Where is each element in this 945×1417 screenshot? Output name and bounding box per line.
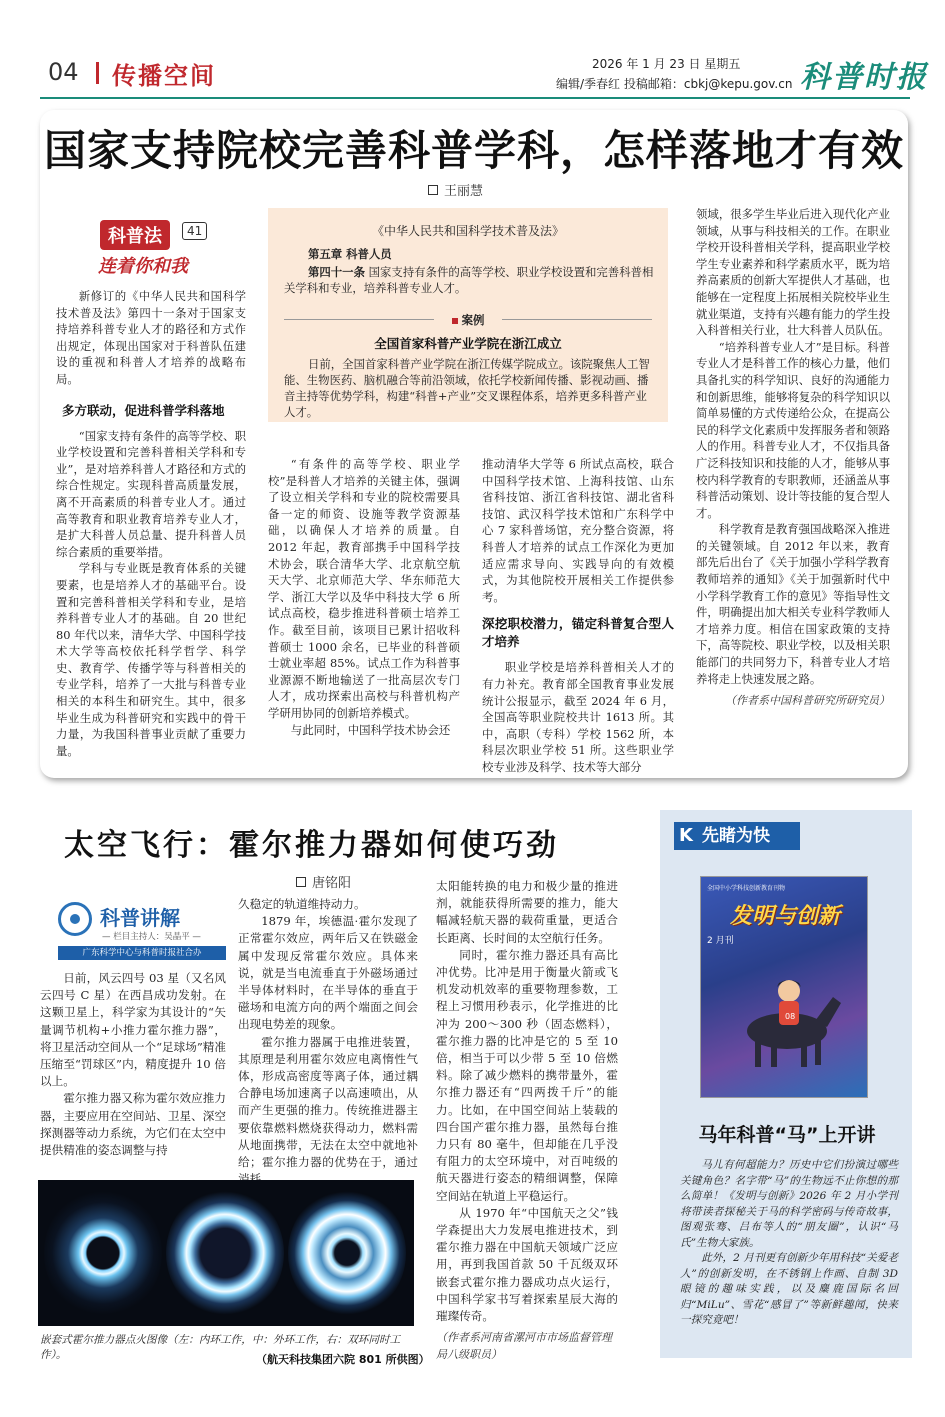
- subheading: 多方联动，促进科普学科落地: [62, 402, 225, 418]
- paragraph: 马儿有何超能力？历史中它们扮演过哪些关键角色？名字带“马”的生物远不止你想的那么简单！《发明与创新》2026 年 2 月小学刊将带读者探秘关于马的科学密码与传奇故事，图观张骞、吕布等人的“朋友圈”，认识“马氏”生物大家族。: [680, 1159, 898, 1249]
- badge-host: — 栏目主持人：吴晶平 —: [102, 932, 201, 942]
- paragraph: “国家支持有条件的高等学校、职业学校设置和完善科普相关学科和专业”，是对培养科普人才路径和方式的综合性规定。实现科普高质量发展，离不开高素质的科普专业人才。通过高等教育和职业教育培养专业人才，是扩大科普人员总量、提升科普人员综合素质的重要举措。: [56, 428, 246, 559]
- cover-issue: 2 月刊: [707, 936, 734, 946]
- sidebar-preview: [660, 810, 912, 1358]
- paragraph: 从 1970 年“中国航天之父”钱学森提出大力发展电推进技术，到霍尔推力器在中国航天领域广泛应用，再到我国首款 50 千瓦级双环嵌套式霍尔推力器成功点火运行，中国科学家书写着探索星辰大海的璀璨传奇。: [436, 1205, 618, 1324]
- cover-title: 发明与创新: [729, 904, 840, 929]
- paragraph: 新修订的《中华人民共和国科学技术普及法》第四十一条对于国家支持培养科普专业人才的路径和方式作出规定，体现出国家对于科普队伍建设的重视和科普人才培养的战略布局。: [56, 289, 246, 386]
- case-label-text: 案例: [461, 313, 485, 327]
- article2-column-2: [238, 896, 418, 1188]
- cover-tagline: 全国中小学科技创新教育刊物: [707, 885, 786, 892]
- author-note: （作者系中国科普研究所研究员）: [725, 694, 890, 708]
- newspaper-logo: 科普时报: [800, 60, 928, 95]
- paragraph: “有条件的高等学校、职业学校”是科普人才培养的关键主体，强调了设立相关学科和专业的院校需要具备一定的师资、设施等教学资源基础，以确保人才培养的质量。自 2012 年起，教育部携手中国科学技术协会，联合清华大学、北京航空航天大学、北京师范大学、华东师范大学、浙江大学以及华中科技大学 6 所试点高校，稳步推进科普硕士培养工作。截至目前，该项目已累计招收科普硕士 1000 余名，已毕业的科普硕士就业率超 85%。试点工作为科普事业源源不断地输送了一批高层次专门人才，成功探索出高校与科普机构产学研用协同的创新培养模式。: [268, 457, 460, 720]
- section-title: 传播空间: [112, 62, 216, 90]
- badge-top-text: 科普法: [100, 220, 170, 250]
- article1-column-1: [56, 288, 246, 759]
- magazine-cover: [700, 876, 868, 1098]
- badge-bottom-text: 连着你和我: [98, 256, 188, 277]
- paragraph: “培养科普专业人才”是目标。科普专业人才是科普工作的核心力量，他们具备扎实的科学知识、良好的沟通能力和创新思维，能够将复杂的科学知识以简单易懂的方式传递给公众，在提高公民的科学文化素质中发挥服务者和领路人的作用。科普专业人才，不仅指具备广泛科技知识和技能的人才，能够从事校内科学教育的专职教师，还涵盖从事科普活动策划、设计等技能的复合型人才。: [696, 339, 890, 520]
- hall-thruster-photo: [38, 1180, 414, 1326]
- case-title: 全国首家科普产业学院在浙江成立: [374, 336, 562, 351]
- case-text: 日前，全国首家科普产业学院在浙江传媒学院成立。该院聚焦人工智能、生物医药、脑机融合等前沿领域，依托学校新闻传播、影视动画、播音主持等优势学科，构建“科普+产业”交叉课程体系，培养更多科普产业人才。: [284, 357, 650, 419]
- sidebar-text: [680, 1158, 898, 1329]
- article1-author: 王丽慧: [444, 184, 484, 199]
- law-article-label: 第四十一条: [308, 265, 365, 279]
- article1-column-2: [268, 456, 460, 738]
- article1-column-4: [696, 206, 890, 710]
- byline-square-icon: [296, 877, 306, 887]
- header-rule: [40, 97, 910, 99]
- paragraph: 霍尔推力器属于电推进装置，其原理是利用霍尔效应电离惰性气体，形成高密度等离子体，通过耦合静电场加速离子以高速喷出，从而产生更强的推力。传统推进器主要依靠燃料燃烧获得动力，燃料需从地面携带，无法在太空中就地补给；霍尔推力器的优势在于，通过: [238, 1034, 418, 1170]
- column-badge-kepu-jiangjie: [58, 898, 226, 964]
- case-label: [268, 312, 668, 328]
- article1-column-3: [482, 456, 674, 776]
- badge-title: 科普讲解: [100, 906, 180, 930]
- law-article-text: 国家支持有条件的高等学校、职业学校设置和完善科普相关学科和专业，培养科普专业人才。: [284, 265, 654, 295]
- article2-title: 太空飞行：霍尔推力器如何使巧劲: [64, 828, 559, 863]
- header-divider: [96, 62, 99, 84]
- paragraph: 日前，风云四号 03 星（又名风云四号 C 星）在西昌成功发射。在这颗卫星上，科学家为其设计的“矢量调节机构+小推力霍尔推力器”，将卫星活动空间从一个“足球场”精准压缩至“罚球区”内，精度提升 10 倍以上。: [40, 971, 226, 1089]
- case-square-icon: [452, 318, 458, 324]
- sidebar-label-text: 先睹为快: [698, 822, 800, 850]
- page-number: 04: [48, 58, 79, 86]
- subheading: 深挖职校潜力，锚定科普复合型人才培养: [482, 616, 674, 650]
- author-note: （作者系河南省漯河市市场监督管理局八级职员）: [436, 1331, 612, 1362]
- paragraph: 霍尔推力器又称为霍尔效应推力器，主要应用在空间站、卫星、深空探测器等动力系统，为它们在太空中提供精准的姿态调整与持: [40, 1091, 226, 1158]
- paragraph: 同时，霍尔推力器还具有高比冲优势。比冲是用于衡量火箭或飞机发动机效率的重要物理参数，工程上习惯用秒表示，化学推进的比冲为 200～300 秒（固态燃料），霍尔推力器的比冲是它的 5 至 10 倍，相当于可以少带 5 至 10 倍燃料。除了减少燃料的携带量外，霍尔推力器还有“四两拨千斤”的能力。比如，在中国空间站上装载的四台国产霍尔推力器，虽然每台推力只有 80 毫牛，但却能在几乎没有阻力的太空环境中，对百吨级的航天器进行姿态的精细调整，保障空间站在轨道上平稳运行。: [436, 947, 618, 1203]
- law-chapter: 第五章 科普人员: [308, 247, 392, 261]
- byline-square-icon: [428, 185, 438, 195]
- k-logo-icon: K: [674, 822, 698, 850]
- horse-rider-icon: [729, 969, 847, 1069]
- thruster-inner-ring: [44, 1188, 162, 1318]
- paragraph: 职业学校是培养科普相关人才的有力补充。教育部全国教育事业发展统计公报显示，截至 2024 年 6 月，全国高等职业院校共计 1613 所。其中，高职（专科）学校 1562 所，本科层次职业学校 51 所。这些职业学校专业涉及科学、技术等大部分: [482, 660, 674, 774]
- law-excerpt-box: [268, 208, 668, 422]
- paragraph: 此外，2 月刊更有创新少年用科技“关爱老人”的创新发明，在不锈钢上作画、自制 3D 眼镜的趣味实践，以及麋鹿国际名回归“MiLu”、雪花“感冒了”等新鲜趣闻，快来一探究竟吧！: [680, 1252, 898, 1326]
- article2-column-1: [40, 970, 226, 1159]
- sidebar-headline: 马年科普“马”上开讲: [698, 1124, 876, 1146]
- law-article: [284, 264, 656, 296]
- law-title: 《中华人民共和国科学技术普及法》: [371, 224, 564, 238]
- badge-strip: 广东科学中心与科普时报社合办: [58, 946, 226, 960]
- thruster-dual-ring: [288, 1188, 406, 1318]
- kepu-logo-icon: [58, 902, 92, 936]
- paragraph: 与此同时，中国科学技术协会还: [290, 722, 451, 737]
- article1-title: 国家支持院校完善科普学科，怎样落地才有效: [43, 126, 904, 175]
- issue-date: 2026 年 1 月 23 日 星期五: [592, 57, 741, 71]
- paragraph: 久稳定的轨道维持动力。: [238, 897, 366, 911]
- paragraph: 领域，很多学生毕业后进入现代化产业领域，从事与科技相关的工作。在职业学校开设科普相关学科，提高职业学校学生专业素养和科学素质水平，既为培养高素质的创新大军提供人才基础，也能够在一定程度上拓展相关院校毕业生就业渠道，支持有兴趣有能力的学生投入科普相关行业，壮大科普人员队伍。: [696, 207, 890, 338]
- photo-credit: （航天科技集团六院 801 所供图）: [256, 1353, 430, 1366]
- paragraph: 学科与专业既是教育体系的关键要素，也是培养人才的基础平台。设置和完善科普相关学科和专业，是培养科普专业人才的基础。自 20 世纪 80 年代以来，清华大学、中国科学技术大学等高校依托科学哲学、科学史、教育学、传播学等与科普相关的专业学科，培养了一大批与科普专业相关的本科生和研究生。其中，很多毕业生成为科普研究和实践中的骨干力量，为我国科普事业贡献了重要力量。: [56, 561, 246, 758]
- paragraph: 科学教育是教育强国战略深入推进的关键领域。自 2012 年以来，教育部先后出台了《关于加强小学科学教育教师培养的通知》《关于加强新时代中小学科学教育工作的意见》等指导性文件，明确提出加大相关专业科学教师人才培养力度。相信在国家政策的支持下，高等院校、职业学校，以及相关职能部门的共同努力下，科普专业人才培养将走上快速发展之路。: [696, 522, 890, 686]
- paragraph: 太阳能转换的电力和极少量的推进剂，就能获得所需要的推力，能大幅减轻航天器的载荷重量，更适合长距离、长时间的太空航行任务。: [436, 879, 618, 945]
- article2-column-3: [436, 878, 618, 1364]
- paragraph: 1879 年，埃德温·霍尔发现了正常霍尔效应，两年后又在铁磁金属中发现反常霍尔效应。具体来说，就是当电流垂直于外磁场通过半导体材料时，在半导体的垂直于磁场和电流方向的两个端面之间会出现电势差的现象。: [238, 914, 418, 1032]
- sidebar-label: [674, 822, 800, 850]
- photo-caption: 嵌套式霍尔推力器点火图像（左：内环工作，中：外环工作，右：双环同时工作）。: [40, 1334, 401, 1361]
- badge-number: 41: [182, 222, 207, 240]
- svg-text:08: 08: [785, 1012, 796, 1021]
- article2-byline: [296, 872, 351, 891]
- paragraph: 推动清华大学等 6 所试点高校，联合中国科学技术馆、上海科技馆、山东省科技馆、浙江省科技馆、湖北省科技馆、武汉科学技术馆和广东科学中心 7 家科普场馆，充分整合资源，将科普人才培养的试点工作深化为更加适应需求导向、实践导向的有效模式，为其他院校开展相关工作提供参考。: [482, 457, 674, 604]
- column-badge-kepufa: [90, 214, 230, 282]
- thruster-outer-ring: [166, 1188, 284, 1318]
- article1-byline: [428, 180, 483, 199]
- article2-author: 唐铭阳: [312, 876, 352, 891]
- editor-info: 编辑/季春红 投稿邮箱：cbkj@kepu.gov.cn: [556, 77, 793, 91]
